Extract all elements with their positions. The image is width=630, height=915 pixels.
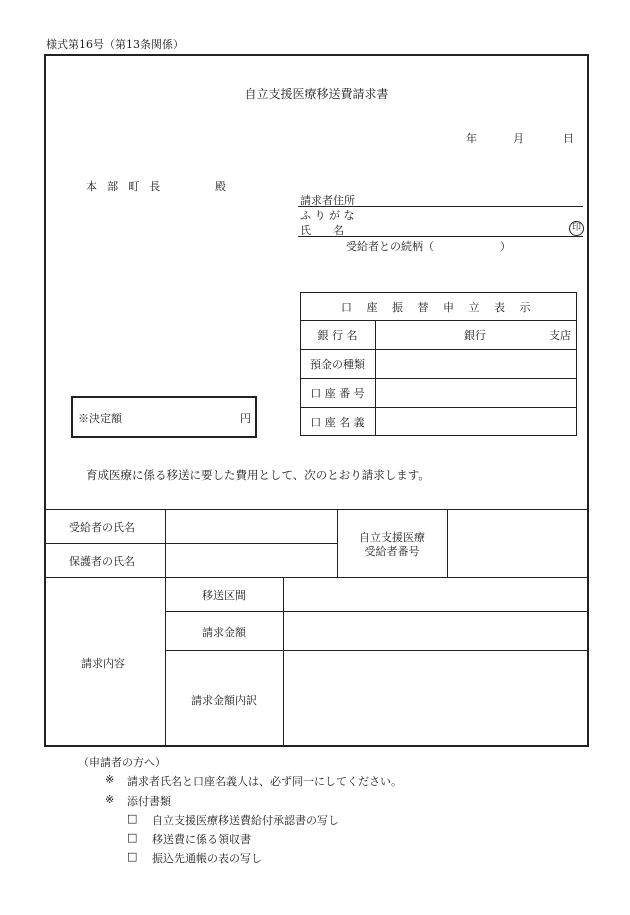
claimant-relation-label: 受給者との続柄（ ） [346, 240, 511, 253]
date-day: 日 [563, 132, 574, 145]
amount-row-line [165, 650, 589, 651]
recipient-number-label-2: 受給者番号 [364, 545, 420, 558]
note2-text: 添付書類 [127, 795, 171, 808]
recipient-row-line [44, 543, 337, 544]
date-month: 月 [513, 132, 524, 145]
guardian-row-line [44, 577, 589, 578]
claimant-furigana-label: ふ り が な [300, 209, 355, 222]
attachment-checkbox-3[interactable]: □ [127, 850, 138, 863]
account-number-label: 口 座 番 号 [310, 387, 365, 400]
notes-heading: （申請者の方へ） [78, 756, 166, 769]
seal-mark: 印 [569, 221, 584, 236]
attachment-item-3: 振込先通帳の表の写し [152, 852, 262, 865]
bank-column-line [375, 320, 376, 436]
transport-section-label: 移送区間 [202, 589, 246, 602]
attachment-checkbox-1[interactable]: □ [127, 812, 138, 825]
attachment-item-1: 自立支援医療移送費給付承認書の写し [152, 814, 339, 827]
note2-mark: ※ [105, 793, 115, 806]
decision-amount-unit: 円 [240, 412, 251, 425]
bank-header: 口 座 振 替 申 立 表 示 [341, 301, 536, 314]
decision-amount-label: ※決定額 [78, 412, 122, 425]
request-sentence: 育成医療に係る移送に要した費用として、次のとおり請求します。 [86, 468, 430, 482]
bank-row-line-3 [300, 378, 577, 379]
table-column-line-3 [447, 509, 448, 577]
form-number: 様式第16号（第13条関係） [46, 38, 184, 51]
attachment-checkbox-2[interactable]: □ [127, 831, 138, 844]
date-year: 年 [466, 132, 477, 145]
table-top-line [44, 509, 589, 510]
deposit-type-label: 預金の種類 [310, 358, 365, 371]
claim-breakdown-label: 請求金額内訳 [191, 694, 257, 707]
recipient-name-label: 受給者の氏名 [69, 521, 135, 534]
bank-row-line-4 [300, 407, 577, 408]
claim-content-label: 請求内容 [81, 657, 125, 670]
bank-name-label: 銀 行 名 [317, 329, 358, 342]
claimant-name-label: 氏 名 [300, 224, 344, 237]
claim-amount-label: 請求金額 [202, 626, 246, 639]
page-title: 自立支援医療移送費請求書 [244, 87, 389, 101]
addressee-name: 本 部 町 長 [86, 180, 164, 193]
bank-suffix: 銀行 [464, 329, 486, 342]
bank-row-line-2 [300, 349, 577, 350]
branch-suffix: 支店 [549, 329, 571, 342]
claimant-name-line [298, 236, 583, 237]
transport-row-line [165, 611, 589, 612]
note1-mark: ※ [105, 773, 115, 786]
account-holder-label: 口 座 名 義 [310, 416, 365, 429]
recipient-number-label-1: 自立支援医療 [359, 531, 425, 544]
guardian-name-label: 保護者の氏名 [69, 555, 135, 568]
table-column-line-4 [283, 577, 284, 747]
claimant-address-label: 請求者住所 [300, 194, 355, 207]
addressee-honorific: 殿 [215, 180, 226, 193]
attachment-item-2: 移送費に係る領収書 [152, 833, 251, 846]
bank-row-line-1 [300, 320, 577, 321]
note1-text: 請求者氏名と口座名義人は、必ず同一にしてください。 [127, 775, 402, 788]
